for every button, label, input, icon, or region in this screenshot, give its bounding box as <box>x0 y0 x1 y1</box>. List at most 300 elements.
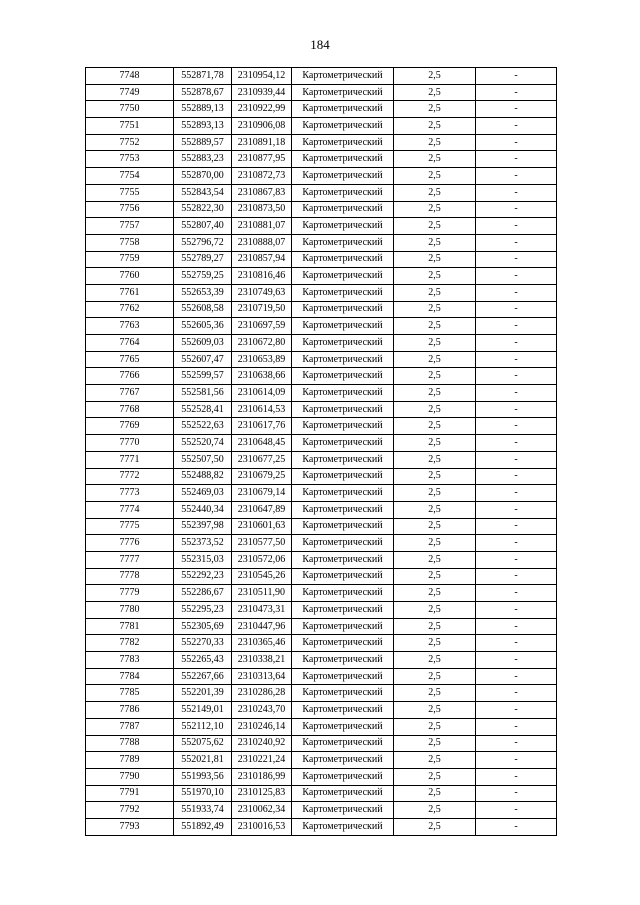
x-coordinate-cell: 552528,41 <box>174 401 232 418</box>
x-coordinate-cell: 552201,39 <box>174 685 232 702</box>
accuracy-cell: 2,5 <box>394 485 476 502</box>
x-coordinate-cell: 552759,25 <box>174 268 232 285</box>
point-number-cell: 7786 <box>86 702 174 719</box>
x-coordinate-cell: 552843,54 <box>174 184 232 201</box>
note-cell: - <box>476 735 557 752</box>
method-cell: Картометрический <box>292 468 394 485</box>
y-coordinate-cell: 2310638,66 <box>232 368 292 385</box>
x-coordinate-cell: 552607,47 <box>174 351 232 368</box>
method-cell: Картометрический <box>292 118 394 135</box>
accuracy-cell: 2,5 <box>394 568 476 585</box>
y-coordinate-cell: 2310243,70 <box>232 702 292 719</box>
accuracy-cell: 2,5 <box>394 702 476 719</box>
method-cell: Картометрический <box>292 718 394 735</box>
y-coordinate-cell: 2310697,59 <box>232 318 292 335</box>
accuracy-cell: 2,5 <box>394 401 476 418</box>
point-number-cell: 7777 <box>86 551 174 568</box>
table-row <box>86 585 557 602</box>
table-row <box>86 785 557 802</box>
x-coordinate-cell: 552021,81 <box>174 752 232 769</box>
accuracy-cell: 2,5 <box>394 501 476 518</box>
note-cell: - <box>476 451 557 468</box>
table-row <box>86 668 557 685</box>
point-number-cell: 7758 <box>86 234 174 251</box>
y-coordinate-cell: 2310601,63 <box>232 518 292 535</box>
y-coordinate-cell: 2310877,95 <box>232 151 292 168</box>
accuracy-cell: 2,5 <box>394 234 476 251</box>
point-number-cell: 7748 <box>86 68 174 85</box>
x-coordinate-cell: 552870,00 <box>174 168 232 185</box>
table-row <box>86 68 557 85</box>
y-coordinate-cell: 2310545,26 <box>232 568 292 585</box>
method-cell: Картометрический <box>292 418 394 435</box>
point-number-cell: 7790 <box>86 768 174 785</box>
method-cell: Картометрический <box>292 618 394 635</box>
x-coordinate-cell: 552653,39 <box>174 284 232 301</box>
table-row <box>86 335 557 352</box>
note-cell: - <box>476 802 557 819</box>
accuracy-cell: 2,5 <box>394 768 476 785</box>
accuracy-cell: 2,5 <box>394 652 476 669</box>
method-cell: Картометрический <box>292 368 394 385</box>
x-coordinate-cell: 552149,01 <box>174 702 232 719</box>
table-row <box>86 218 557 235</box>
table-row <box>86 652 557 669</box>
point-number-cell: 7774 <box>86 501 174 518</box>
method-cell: Картометрический <box>292 685 394 702</box>
accuracy-cell: 2,5 <box>394 451 476 468</box>
method-cell: Картометрический <box>292 401 394 418</box>
y-coordinate-cell: 2310954,12 <box>232 68 292 85</box>
point-number-cell: 7766 <box>86 368 174 385</box>
x-coordinate-cell: 551970,10 <box>174 785 232 802</box>
y-coordinate-cell: 2310888,07 <box>232 234 292 251</box>
x-coordinate-cell: 552295,23 <box>174 602 232 619</box>
method-cell: Картометрический <box>292 201 394 218</box>
method-cell: Картометрический <box>292 702 394 719</box>
x-coordinate-cell: 552871,78 <box>174 68 232 85</box>
note-cell: - <box>476 84 557 101</box>
table-row <box>86 268 557 285</box>
method-cell: Картометрический <box>292 802 394 819</box>
x-coordinate-cell: 552265,43 <box>174 652 232 669</box>
note-cell: - <box>476 768 557 785</box>
y-coordinate-cell: 2310719,50 <box>232 301 292 318</box>
note-cell: - <box>476 268 557 285</box>
method-cell: Картометрический <box>292 585 394 602</box>
method-cell: Картометрический <box>292 451 394 468</box>
y-coordinate-cell: 2310749,63 <box>232 284 292 301</box>
y-coordinate-cell: 2310653,89 <box>232 351 292 368</box>
y-coordinate-cell: 2310286,28 <box>232 685 292 702</box>
note-cell: - <box>476 685 557 702</box>
y-coordinate-cell: 2310240,92 <box>232 735 292 752</box>
table-row <box>86 718 557 735</box>
x-coordinate-cell: 551933,74 <box>174 802 232 819</box>
note-cell: - <box>476 301 557 318</box>
accuracy-cell: 2,5 <box>394 385 476 402</box>
accuracy-cell: 2,5 <box>394 435 476 452</box>
method-cell: Картометрический <box>292 284 394 301</box>
x-coordinate-cell: 552520,74 <box>174 435 232 452</box>
note-cell: - <box>476 535 557 552</box>
table-row <box>86 118 557 135</box>
table-row <box>86 602 557 619</box>
point-number-cell: 7761 <box>86 284 174 301</box>
method-cell: Картометрический <box>292 101 394 118</box>
table-row <box>86 468 557 485</box>
accuracy-cell: 2,5 <box>394 818 476 835</box>
table-row <box>86 301 557 318</box>
accuracy-cell: 2,5 <box>394 335 476 352</box>
y-coordinate-cell: 2310338,21 <box>232 652 292 669</box>
table-row <box>86 251 557 268</box>
point-number-cell: 7764 <box>86 335 174 352</box>
accuracy-cell: 2,5 <box>394 518 476 535</box>
accuracy-cell: 2,5 <box>394 368 476 385</box>
x-coordinate-cell: 552878,67 <box>174 84 232 101</box>
y-coordinate-cell: 2310016,53 <box>232 818 292 835</box>
table-row <box>86 685 557 702</box>
point-number-cell: 7759 <box>86 251 174 268</box>
x-coordinate-cell: 552599,57 <box>174 368 232 385</box>
table-row <box>86 551 557 568</box>
note-cell: - <box>476 284 557 301</box>
x-coordinate-cell: 552075,62 <box>174 735 232 752</box>
method-cell: Картометрический <box>292 501 394 518</box>
coordinates-table-body <box>86 68 557 836</box>
y-coordinate-cell: 2310672,80 <box>232 335 292 352</box>
x-coordinate-cell: 552522,63 <box>174 418 232 435</box>
x-coordinate-cell: 552397,98 <box>174 518 232 535</box>
point-number-cell: 7765 <box>86 351 174 368</box>
note-cell: - <box>476 752 557 769</box>
note-cell: - <box>476 585 557 602</box>
method-cell: Картометрический <box>292 568 394 585</box>
point-number-cell: 7757 <box>86 218 174 235</box>
y-coordinate-cell: 2310679,25 <box>232 468 292 485</box>
table-row <box>86 134 557 151</box>
coordinates-table <box>85 67 557 836</box>
accuracy-cell: 2,5 <box>394 201 476 218</box>
table-row <box>86 735 557 752</box>
point-number-cell: 7788 <box>86 735 174 752</box>
point-number-cell: 7791 <box>86 785 174 802</box>
note-cell: - <box>476 351 557 368</box>
x-coordinate-cell: 552889,57 <box>174 134 232 151</box>
x-coordinate-cell: 552893,13 <box>174 118 232 135</box>
point-number-cell: 7784 <box>86 668 174 685</box>
method-cell: Картометрический <box>292 668 394 685</box>
accuracy-cell: 2,5 <box>394 668 476 685</box>
table-row <box>86 768 557 785</box>
method-cell: Картометрический <box>292 84 394 101</box>
y-coordinate-cell: 2310577,50 <box>232 535 292 552</box>
y-coordinate-cell: 2310614,09 <box>232 385 292 402</box>
point-number-cell: 7750 <box>86 101 174 118</box>
x-coordinate-cell: 552267,66 <box>174 668 232 685</box>
point-number-cell: 7756 <box>86 201 174 218</box>
method-cell: Картометрический <box>292 134 394 151</box>
table-row <box>86 101 557 118</box>
table-row <box>86 201 557 218</box>
note-cell: - <box>476 618 557 635</box>
y-coordinate-cell: 2310647,89 <box>232 501 292 518</box>
table-row <box>86 401 557 418</box>
method-cell: Картометрический <box>292 318 394 335</box>
x-coordinate-cell: 552807,40 <box>174 218 232 235</box>
y-coordinate-cell: 2310677,25 <box>232 451 292 468</box>
point-number-cell: 7785 <box>86 685 174 702</box>
accuracy-cell: 2,5 <box>394 802 476 819</box>
x-coordinate-cell: 552796,72 <box>174 234 232 251</box>
point-number-cell: 7749 <box>86 84 174 101</box>
accuracy-cell: 2,5 <box>394 351 476 368</box>
y-coordinate-cell: 2310365,46 <box>232 635 292 652</box>
note-cell: - <box>476 385 557 402</box>
accuracy-cell: 2,5 <box>394 418 476 435</box>
point-number-cell: 7751 <box>86 118 174 135</box>
point-number-cell: 7753 <box>86 151 174 168</box>
table-row <box>86 385 557 402</box>
x-coordinate-cell: 552608,58 <box>174 301 232 318</box>
accuracy-cell: 2,5 <box>394 268 476 285</box>
table-row <box>86 418 557 435</box>
y-coordinate-cell: 2310473,31 <box>232 602 292 619</box>
point-number-cell: 7783 <box>86 652 174 669</box>
point-number-cell: 7780 <box>86 602 174 619</box>
note-cell: - <box>476 335 557 352</box>
y-coordinate-cell: 2310857,94 <box>232 251 292 268</box>
note-cell: - <box>476 418 557 435</box>
point-number-cell: 7755 <box>86 184 174 201</box>
accuracy-cell: 2,5 <box>394 251 476 268</box>
x-coordinate-cell: 552286,67 <box>174 585 232 602</box>
x-coordinate-cell: 552883,23 <box>174 151 232 168</box>
note-cell: - <box>476 702 557 719</box>
note-cell: - <box>476 101 557 118</box>
x-coordinate-cell: 552469,03 <box>174 485 232 502</box>
x-coordinate-cell: 552581,56 <box>174 385 232 402</box>
table-row <box>86 184 557 201</box>
table-row <box>86 84 557 101</box>
y-coordinate-cell: 2310614,53 <box>232 401 292 418</box>
point-number-cell: 7768 <box>86 401 174 418</box>
method-cell: Картометрический <box>292 768 394 785</box>
point-number-cell: 7787 <box>86 718 174 735</box>
accuracy-cell: 2,5 <box>394 602 476 619</box>
accuracy-cell: 2,5 <box>394 301 476 318</box>
method-cell: Картометрический <box>292 752 394 769</box>
x-coordinate-cell: 552822,30 <box>174 201 232 218</box>
y-coordinate-cell: 2310679,14 <box>232 485 292 502</box>
y-coordinate-cell: 2310867,83 <box>232 184 292 201</box>
point-number-cell: 7778 <box>86 568 174 585</box>
note-cell: - <box>476 68 557 85</box>
y-coordinate-cell: 2310511,90 <box>232 585 292 602</box>
method-cell: Картометрический <box>292 168 394 185</box>
accuracy-cell: 2,5 <box>394 785 476 802</box>
method-cell: Картометрический <box>292 635 394 652</box>
table-row <box>86 702 557 719</box>
table-row <box>86 168 557 185</box>
point-number-cell: 7793 <box>86 818 174 835</box>
point-number-cell: 7781 <box>86 618 174 635</box>
y-coordinate-cell: 2310906,08 <box>232 118 292 135</box>
accuracy-cell: 2,5 <box>394 752 476 769</box>
note-cell: - <box>476 401 557 418</box>
y-coordinate-cell: 2310246,14 <box>232 718 292 735</box>
y-coordinate-cell: 2310617,76 <box>232 418 292 435</box>
y-coordinate-cell: 2310648,45 <box>232 435 292 452</box>
point-number-cell: 7792 <box>86 802 174 819</box>
table-row <box>86 752 557 769</box>
y-coordinate-cell: 2310313,64 <box>232 668 292 685</box>
method-cell: Картометрический <box>292 485 394 502</box>
note-cell: - <box>476 134 557 151</box>
table-row <box>86 351 557 368</box>
note-cell: - <box>476 652 557 669</box>
accuracy-cell: 2,5 <box>394 535 476 552</box>
accuracy-cell: 2,5 <box>394 168 476 185</box>
y-coordinate-cell: 2310922,99 <box>232 101 292 118</box>
note-cell: - <box>476 318 557 335</box>
page-number: 184 <box>310 37 330 52</box>
point-number-cell: 7775 <box>86 518 174 535</box>
x-coordinate-cell: 552605,36 <box>174 318 232 335</box>
table-row <box>86 518 557 535</box>
method-cell: Картометрический <box>292 818 394 835</box>
method-cell: Картометрический <box>292 535 394 552</box>
point-number-cell: 7752 <box>86 134 174 151</box>
method-cell: Картометрический <box>292 151 394 168</box>
accuracy-cell: 2,5 <box>394 318 476 335</box>
method-cell: Картометрический <box>292 335 394 352</box>
accuracy-cell: 2,5 <box>394 718 476 735</box>
accuracy-cell: 2,5 <box>394 84 476 101</box>
method-cell: Картометрический <box>292 184 394 201</box>
y-coordinate-cell: 2310447,96 <box>232 618 292 635</box>
point-number-cell: 7763 <box>86 318 174 335</box>
y-coordinate-cell: 2310872,73 <box>232 168 292 185</box>
y-coordinate-cell: 2310125,83 <box>232 785 292 802</box>
note-cell: - <box>476 551 557 568</box>
y-coordinate-cell: 2310062,34 <box>232 802 292 819</box>
y-coordinate-cell: 2310891,18 <box>232 134 292 151</box>
method-cell: Картометрический <box>292 602 394 619</box>
y-coordinate-cell: 2310816,46 <box>232 268 292 285</box>
point-number-cell: 7770 <box>86 435 174 452</box>
method-cell: Картометрический <box>292 435 394 452</box>
accuracy-cell: 2,5 <box>394 218 476 235</box>
method-cell: Картометрический <box>292 785 394 802</box>
note-cell: - <box>476 251 557 268</box>
note-cell: - <box>476 485 557 502</box>
point-number-cell: 7789 <box>86 752 174 769</box>
note-cell: - <box>476 468 557 485</box>
table-row <box>86 618 557 635</box>
table-row <box>86 318 557 335</box>
note-cell: - <box>476 602 557 619</box>
note-cell: - <box>476 435 557 452</box>
point-number-cell: 7767 <box>86 385 174 402</box>
x-coordinate-cell: 552112,10 <box>174 718 232 735</box>
table-row <box>86 368 557 385</box>
method-cell: Картометрический <box>292 68 394 85</box>
x-coordinate-cell: 552488,82 <box>174 468 232 485</box>
point-number-cell: 7779 <box>86 585 174 602</box>
y-coordinate-cell: 2310186,99 <box>232 768 292 785</box>
x-coordinate-cell: 551892,49 <box>174 818 232 835</box>
x-coordinate-cell: 552292,23 <box>174 568 232 585</box>
method-cell: Картометрический <box>292 268 394 285</box>
y-coordinate-cell: 2310221,24 <box>232 752 292 769</box>
x-coordinate-cell: 552609,03 <box>174 335 232 352</box>
accuracy-cell: 2,5 <box>394 184 476 201</box>
note-cell: - <box>476 518 557 535</box>
accuracy-cell: 2,5 <box>394 134 476 151</box>
table-row <box>86 485 557 502</box>
x-coordinate-cell: 552315,03 <box>174 551 232 568</box>
note-cell: - <box>476 234 557 251</box>
point-number-cell: 7760 <box>86 268 174 285</box>
note-cell: - <box>476 184 557 201</box>
method-cell: Картометрический <box>292 385 394 402</box>
note-cell: - <box>476 668 557 685</box>
x-coordinate-cell: 552889,13 <box>174 101 232 118</box>
x-coordinate-cell: 552270,33 <box>174 635 232 652</box>
table-row <box>86 635 557 652</box>
point-number-cell: 7773 <box>86 485 174 502</box>
note-cell: - <box>476 151 557 168</box>
y-coordinate-cell: 2310873,50 <box>232 201 292 218</box>
method-cell: Картометрический <box>292 551 394 568</box>
table-row <box>86 234 557 251</box>
point-number-cell: 7771 <box>86 451 174 468</box>
note-cell: - <box>476 168 557 185</box>
x-coordinate-cell: 551993,56 <box>174 768 232 785</box>
point-number-cell: 7762 <box>86 301 174 318</box>
x-coordinate-cell: 552373,52 <box>174 535 232 552</box>
accuracy-cell: 2,5 <box>394 284 476 301</box>
accuracy-cell: 2,5 <box>394 468 476 485</box>
point-number-cell: 7782 <box>86 635 174 652</box>
accuracy-cell: 2,5 <box>394 735 476 752</box>
accuracy-cell: 2,5 <box>394 68 476 85</box>
table-row <box>86 151 557 168</box>
x-coordinate-cell: 552440,34 <box>174 501 232 518</box>
accuracy-cell: 2,5 <box>394 635 476 652</box>
note-cell: - <box>476 118 557 135</box>
x-coordinate-cell: 552305,69 <box>174 618 232 635</box>
method-cell: Картометрический <box>292 234 394 251</box>
y-coordinate-cell: 2310572,06 <box>232 551 292 568</box>
table-row <box>86 818 557 835</box>
x-coordinate-cell: 552507,50 <box>174 451 232 468</box>
accuracy-cell: 2,5 <box>394 685 476 702</box>
table-row <box>86 451 557 468</box>
accuracy-cell: 2,5 <box>394 585 476 602</box>
method-cell: Картометрический <box>292 518 394 535</box>
note-cell: - <box>476 568 557 585</box>
method-cell: Картометрический <box>292 351 394 368</box>
method-cell: Картометрический <box>292 301 394 318</box>
accuracy-cell: 2,5 <box>394 618 476 635</box>
note-cell: - <box>476 368 557 385</box>
table-row <box>86 568 557 585</box>
point-number-cell: 7754 <box>86 168 174 185</box>
table-row <box>86 802 557 819</box>
